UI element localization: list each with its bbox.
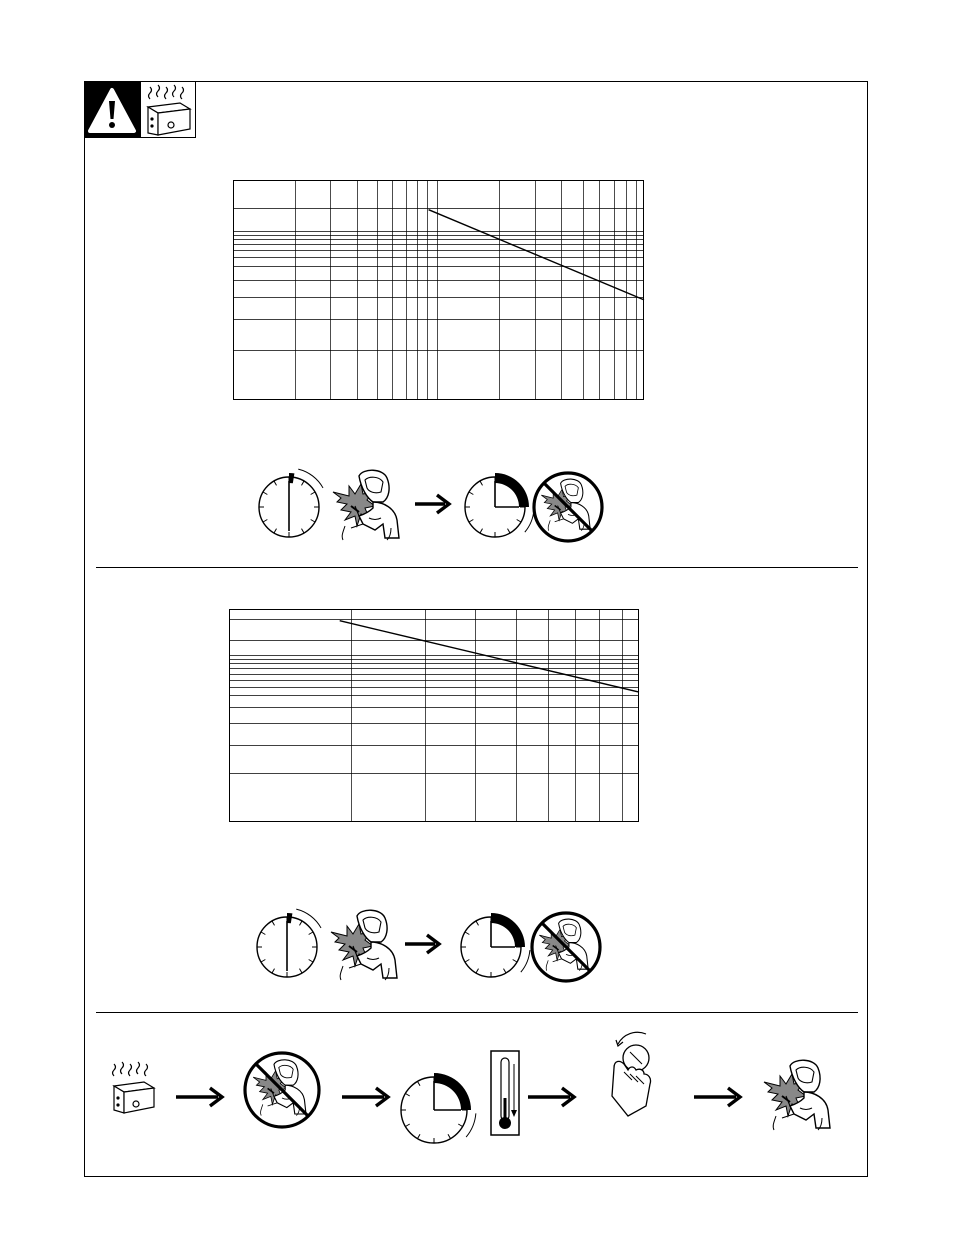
section-divider-2	[96, 1012, 858, 1013]
no-welding-icon	[242, 1050, 322, 1130]
arrow-right-icon	[692, 1084, 742, 1110]
welder-icon	[758, 1058, 838, 1130]
warning-icon-box	[84, 81, 140, 138]
hot-machine-icon	[140, 81, 196, 138]
duty-cycle-chart-1	[233, 180, 644, 400]
no-welding-icon	[531, 470, 605, 544]
arrow-right-icon	[174, 1084, 224, 1110]
thermometer-falling-icon	[490, 1050, 520, 1136]
hot-machine-icon-box	[140, 81, 196, 138]
duty-cycle-clock-icon	[457, 908, 525, 980]
duty-cycle-curve	[340, 621, 639, 692]
arrow-right-icon	[526, 1084, 576, 1110]
duty-cycle-clock-icon	[461, 468, 529, 540]
arrow-right-icon	[413, 492, 451, 516]
chart-frame	[230, 610, 639, 822]
duty-cycle-chart-2	[229, 609, 639, 822]
no-welding-icon	[529, 910, 603, 984]
welder-icon	[325, 908, 405, 980]
arrow-right-icon	[403, 932, 441, 956]
warning-triangle-icon	[84, 81, 140, 138]
duty-cycle-clock-icon	[253, 908, 321, 980]
arrow-right-icon	[340, 1084, 390, 1110]
welder-icon	[327, 468, 407, 540]
duty-cycle-clock-icon	[255, 468, 323, 540]
section-divider-1	[96, 567, 858, 568]
duty-cycle-curve	[429, 210, 644, 300]
control-knob-reset-icon	[606, 1030, 670, 1130]
duty-cycle-clock-icon	[398, 1066, 470, 1146]
hot-machine-icon	[108, 1060, 158, 1116]
